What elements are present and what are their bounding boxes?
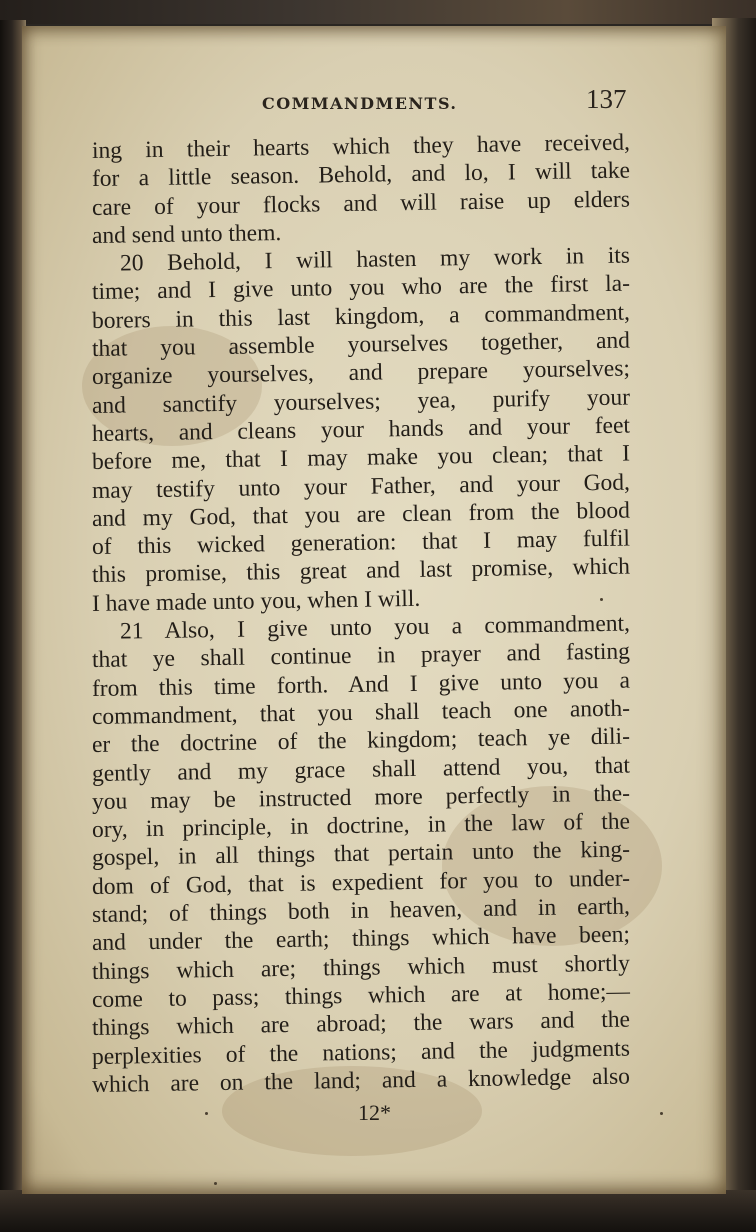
book-top-edge: [0, 0, 756, 24]
text-line: you may be instructed more perfectly in the-: [91, 780, 631, 815]
ink-speck: [205, 1112, 208, 1115]
running-head: COMMANDMENTS.: [262, 94, 458, 113]
ink-speck: [600, 598, 603, 601]
text-line: and sanctify yourselves; yea, purify your: [91, 384, 631, 419]
text-line: things which are abroad; the wars and the: [91, 1006, 631, 1042]
text-line: gospel, in all things that pertain unto the king-: [91, 836, 631, 872]
text-line: that you assemble yourselves together, and: [91, 327, 631, 363]
text-line: this promise, this great and last promise, which: [91, 554, 631, 589]
ink-speck: [214, 1182, 217, 1185]
text-line: care of your flocks and will raise up elders: [91, 186, 631, 221]
ink-speck: [660, 1112, 663, 1115]
text-line: borers in this last kingdom, a commandment,: [91, 299, 631, 334]
text-line: er the doctrine of the kingdom; teach ye dili-: [91, 723, 631, 759]
text-line: from this time forth. And I give unto you a: [91, 667, 631, 702]
text-line: that ye shall continue in prayer and fasting: [91, 638, 631, 674]
text-line: 21 Also, I give unto you a commandment,: [119, 610, 631, 645]
text-line: time; and I give unto you who are the first la-: [91, 271, 631, 306]
text-line: for a little season. Behold, and lo, I will take: [91, 157, 631, 193]
text-line: may testify unto your Father, and your God,: [91, 469, 631, 504]
signature-mark: 12*: [358, 1100, 391, 1125]
page-number: 137: [586, 84, 627, 114]
text-line: organize yourselves, and prepare yourselves;: [91, 355, 631, 391]
text-line: and my God, that you are clean from the blood: [91, 497, 631, 532]
text-line: perplexities of the nations; and the judgments: [91, 1035, 631, 1070]
text-line: 20 Behold, I will hasten my work in its: [119, 242, 631, 277]
text-line: and send unto them.: [91, 219, 282, 249]
body-text: [91, 129, 631, 1099]
page-header: [240, 84, 660, 122]
text-line: ory, in principle, in doctrine, in the law of the: [91, 808, 631, 844]
text-line: stand; of things both in heaven, and in earth,: [91, 893, 631, 929]
book-bottom-edge: [0, 1190, 756, 1232]
text-line: come to pass; things which are at home;—: [91, 978, 631, 1013]
text-line: and under the earth; things which have been;: [91, 921, 631, 957]
text-line: commandment, that you shall teach one anoth-: [91, 695, 631, 730]
text-line: I have made unto you, when I will.: [91, 585, 421, 617]
text-line: which are on the land; and a knowledge also: [91, 1063, 631, 1098]
text-line: dom of God, that is expedient for you to under-: [91, 865, 631, 900]
text-line: before me, that I may make you clean; that I: [91, 440, 631, 476]
text-line: things which are; things which must shortly: [91, 950, 631, 985]
text-line: hearts, and cleans your hands and your feet: [91, 412, 631, 447]
text-line: ing in their hearts which they have received,: [91, 129, 631, 164]
text-line: gently and my grace shall attend you, that: [91, 752, 631, 787]
text-line: of this wicked generation: that I may fulfil: [91, 525, 631, 561]
